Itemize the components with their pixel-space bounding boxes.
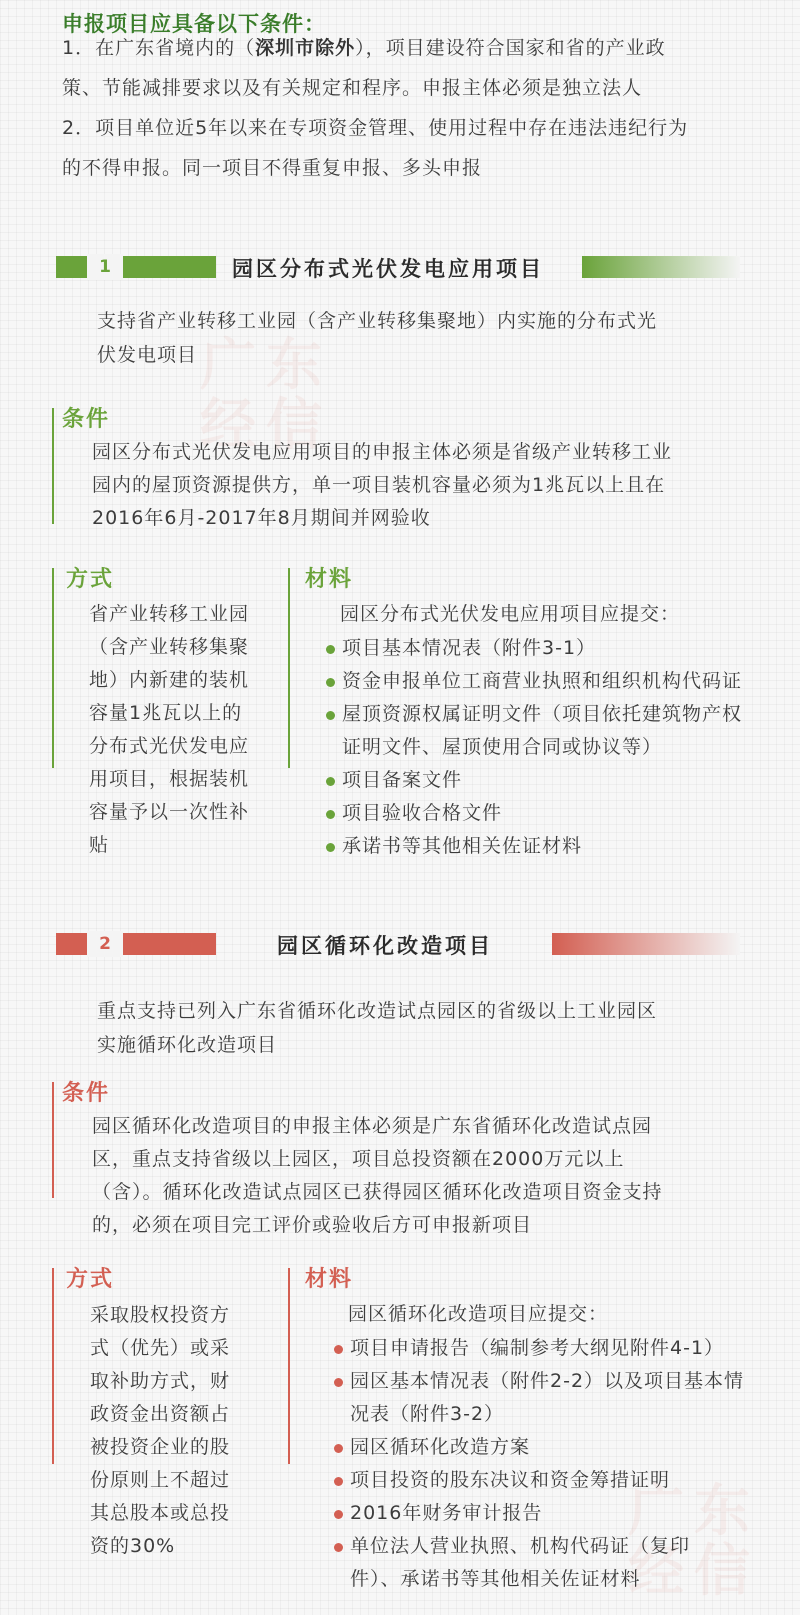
list-item-text: 证明文件、屋顶使用合同或协议等） — [342, 736, 663, 758]
section-2-intro-line: 重点支持已列入广东省循环化改造试点园区的省级以上工业园区 — [97, 1000, 658, 1022]
section-2-intro — [97, 994, 657, 1062]
section-1-condition-line: 园内的屋顶资源提供方，单一项目装机容量必须为1兆瓦以上且在 — [92, 474, 666, 496]
bullet-dot-icon — [326, 843, 335, 852]
section-1-title: 园区分布式光伏发电应用项目 — [232, 257, 544, 281]
list-item-text: 况表（附件3-2） — [350, 1403, 505, 1425]
list-item-text: 项目基本情况表（附件3-1） — [342, 637, 597, 659]
section-1-condition-text — [92, 436, 672, 535]
section-2-condition-line: 的，必须在项目完工评价或验收后方可申报新项目 — [92, 1214, 533, 1236]
section-2-condition-heading: 条件 — [62, 1081, 111, 1106]
section-2-title: 园区循环化改造项目 — [277, 934, 493, 958]
list-item — [334, 1464, 744, 1497]
section-1-method-line: 容量予以一次性补 — [89, 801, 250, 823]
section-2-method-line: 其总股本或总投 — [90, 1502, 231, 1524]
list-item-text: 项目申请报告（编制参考大纲见附件4-1） — [350, 1337, 725, 1359]
section-2-header — [0, 933, 800, 963]
list-item — [334, 1365, 744, 1431]
section-1-number-bar — [56, 256, 216, 278]
section-1-materials-intro: 园区分布式光伏发电应用项目应提交： — [340, 603, 681, 625]
bullet-dot-icon — [326, 810, 335, 819]
watermark-lower-line-1: 广东 — [628, 1479, 760, 1544]
section-1-materials-heading: 材料 — [305, 567, 354, 592]
list-item — [326, 665, 742, 698]
section-1-header — [0, 256, 800, 286]
section-2-materials-intro: 园区循环化改造项目应提交： — [348, 1303, 609, 1325]
list-item — [334, 1332, 744, 1365]
list-item-text: 件）、承诺书等其他相关佐证材料 — [350, 1568, 641, 1590]
requirements-line-2: 策、节能减排要求以及有关规定和程序。申报主体必须是独立法人 — [62, 77, 643, 99]
section-1-number: 1 — [87, 254, 123, 280]
section-2-method-rule — [52, 1268, 54, 1464]
list-item — [326, 632, 742, 665]
bullet-dot-icon — [326, 678, 335, 687]
bullet-dot-icon — [326, 645, 335, 654]
section-1-intro — [97, 304, 657, 372]
section-2-method-heading: 方式 — [66, 1267, 115, 1292]
bullet-dot-icon — [334, 1444, 343, 1453]
section-2-method-line: 份原则上不超过 — [90, 1469, 231, 1491]
section-2-method-line: 资的30% — [90, 1535, 176, 1557]
section-2-method-line: 式（优先）或采 — [90, 1337, 231, 1359]
requirements-line-1-suffix: ），项目建设符合国家和省的产业政 — [355, 37, 666, 59]
requirements-line-3: 2．项目单位近5年以来在专项资金管理、使用过程中存在违法违纪行为 — [62, 117, 689, 139]
list-item-text: 项目备案文件 — [342, 769, 463, 791]
section-1-intro-line: 伏发电项目 — [97, 344, 198, 366]
list-item-text: 园区循环化改造方案 — [350, 1436, 531, 1458]
section-1-method-line: 分布式光伏发电应 — [89, 735, 250, 757]
bullet-dot-icon — [334, 1378, 343, 1387]
list-item-text: 园区基本情况表（附件2-2）以及项目基本情 — [350, 1370, 745, 1392]
list-item — [326, 698, 742, 764]
list-item-text: 资金申报单位工商营业执照和组织机构代码证 — [342, 670, 743, 692]
list-item — [334, 1431, 744, 1464]
section-2-method-line: 采取股权投资方 — [90, 1304, 231, 1326]
section-2-method-line: 取补助方式，财 — [90, 1370, 231, 1392]
section-2-gradient-bar — [552, 933, 740, 955]
list-item-text: 项目投资的股东决议和资金筹措证明 — [350, 1469, 671, 1491]
section-2-condition-line: （含）。循环化改造试点园区已获得园区循环化改造项目资金支持 — [92, 1181, 663, 1203]
section-1-condition-line: 2016年6月-2017年8月期间并网验收 — [92, 507, 431, 529]
requirements-line-1 — [62, 28, 666, 68]
bullet-dot-icon — [334, 1345, 343, 1354]
section-2-materials-list — [334, 1332, 744, 1596]
section-1-condition-heading: 条件 — [62, 407, 111, 432]
list-item-text: 承诺书等其他相关佐证材料 — [342, 835, 583, 857]
section-2-materials-heading: 材料 — [305, 1267, 354, 1292]
section-1-gradient-bar — [582, 256, 740, 278]
requirements-line-1-bold: 深圳市除外 — [255, 37, 356, 59]
section-2-number-bar — [56, 933, 216, 955]
section-1-condition-rule — [52, 408, 54, 524]
section-2-condition-text — [92, 1110, 663, 1242]
list-item-text: 屋顶资源权属证明文件（项目依托建筑物产权 — [342, 703, 743, 725]
requirements-line-1-prefix: 1．在广东省境内的（ — [62, 37, 256, 59]
section-1-method-line: 省产业转移工业园 — [89, 603, 250, 625]
section-1-method-heading: 方式 — [66, 567, 115, 592]
section-1-method-text — [89, 598, 249, 862]
bullet-dot-icon — [326, 711, 335, 720]
section-1-materials-rule — [288, 568, 290, 768]
section-2-method-text — [90, 1299, 230, 1563]
section-2-number: 2 — [87, 931, 123, 957]
list-item — [326, 830, 742, 863]
list-item — [326, 797, 742, 830]
requirements-title: 申报项目应具备以下条件： — [62, 12, 326, 36]
list-item — [334, 1530, 744, 1596]
requirements-line-4: 的不得申报。同一项目不得重复申报、多头申报 — [62, 157, 483, 179]
section-2-condition-line: 区，重点支持省级以上园区，项目总投资额在2000万元以上 — [92, 1148, 625, 1170]
section-2-intro-line: 实施循环化改造项目 — [97, 1034, 278, 1056]
watermark-lower-line-2: 经信 — [628, 1539, 760, 1604]
section-1-method-rule — [52, 568, 54, 768]
bullet-dot-icon — [334, 1543, 343, 1552]
bullet-dot-icon — [326, 777, 335, 786]
list-item-text: 项目验收合格文件 — [342, 802, 503, 824]
section-2-condition-rule — [52, 1082, 54, 1198]
list-item — [334, 1497, 744, 1530]
list-item-text: 2016年财务审计报告 — [350, 1502, 543, 1524]
section-1-method-line: 容量1兆瓦以上的 — [89, 702, 243, 724]
section-2-method-line: 被投资企业的股 — [90, 1436, 231, 1458]
section-1-method-line: 贴 — [89, 834, 110, 856]
section-1-condition-line: 园区分布式光伏发电应用项目的申报主体必须是省级产业转移工业 — [92, 441, 673, 463]
watermark-upper-line-1: 广东 — [200, 333, 332, 398]
watermark-upper-line-2: 经信 — [200, 393, 332, 458]
list-item-text: 单位法人营业执照、机构代码证（复印 — [350, 1535, 691, 1557]
section-1-method-line: 地）内新建的装机 — [89, 669, 250, 691]
section-2-method-line: 政资金出资额占 — [90, 1403, 231, 1425]
section-2-materials-rule — [288, 1268, 290, 1464]
section-1-intro-line: 支持省产业转移工业园（含产业转移集聚地）内实施的分布式光 — [97, 310, 658, 332]
list-item — [326, 764, 742, 797]
bullet-dot-icon — [334, 1510, 343, 1519]
section-1-method-line: 用项目，根据装机 — [89, 768, 250, 790]
bullet-dot-icon — [334, 1477, 343, 1486]
section-1-materials-list — [326, 632, 742, 863]
section-2-condition-line: 园区循环化改造项目的申报主体必须是广东省循环化改造试点园 — [92, 1115, 653, 1137]
section-1-method-line: （含产业转移集聚 — [89, 636, 250, 658]
